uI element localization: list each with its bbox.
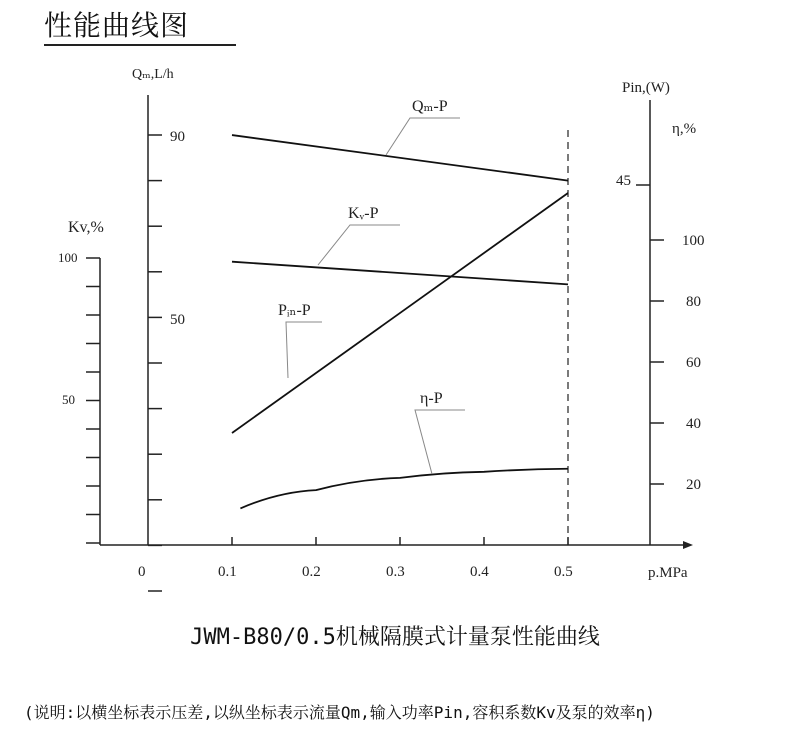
eta-tick-label-40: 40 [686,416,701,432]
eta-tick-label-100: 100 [682,233,705,249]
x-tick-label-0.4: 0.4 [470,564,489,580]
qm-axis-ticks [148,135,162,591]
pin-tick-label-45: 45 [616,173,631,189]
series-group [232,135,568,508]
x-tick-label-0.5: 0.5 [554,564,573,580]
kv-axis-title: Kv,% [68,219,104,236]
series-label-kv: Kᵥ-P [348,205,379,222]
x-axis-title: p.MPa [648,565,688,581]
qm-axis-title: Qₘ,L/h [132,67,174,82]
qm-tick-label-50: 50 [170,312,185,328]
pin-axis-title: Pin,(W) [622,80,670,96]
eta-tick-label-20: 20 [686,477,701,493]
series-label-qm: Qₘ-P [412,98,448,115]
x-axis-ticks [232,537,568,545]
x-tick-label-0: 0 [138,564,146,580]
series-label-eta: η-P [420,390,443,407]
x-tick-label-0.3: 0.3 [386,564,405,580]
kv-label-leader [318,225,400,265]
page-heading: 性能曲线图 [44,9,190,42]
x-axis-arrow [683,541,693,549]
qm-label-leader [386,118,460,155]
x-tick-label-0.1: 0.1 [218,564,237,580]
series-label-pin: Pᵢₙ-P [278,302,311,319]
chart-caption: JWM-B80/0.5机械隔膜式计量泵性能曲线 [190,625,600,650]
eta-label-leader [415,410,465,474]
eta-axis-title: η,% [672,121,697,137]
qm-p-line [232,135,568,181]
eta-p-curve [240,469,568,509]
kv-tick-label-50: 50 [62,392,75,407]
qm-tick-label-90: 90 [170,129,185,145]
kv-p-line [232,262,568,285]
kv-axis-ticks [86,258,100,543]
eta-tick-label-60: 60 [686,355,701,371]
pin-label-leader [286,322,322,378]
eta-tick-label-80: 80 [686,294,701,310]
x-tick-label-0.2: 0.2 [302,564,321,580]
chart-note: (说明:以横坐标表示压差,以纵坐标表示流量Qm,输入功率Pin,容积系数Kv及泵的效率η) [24,703,655,722]
kv-tick-label-100: 100 [58,250,78,265]
